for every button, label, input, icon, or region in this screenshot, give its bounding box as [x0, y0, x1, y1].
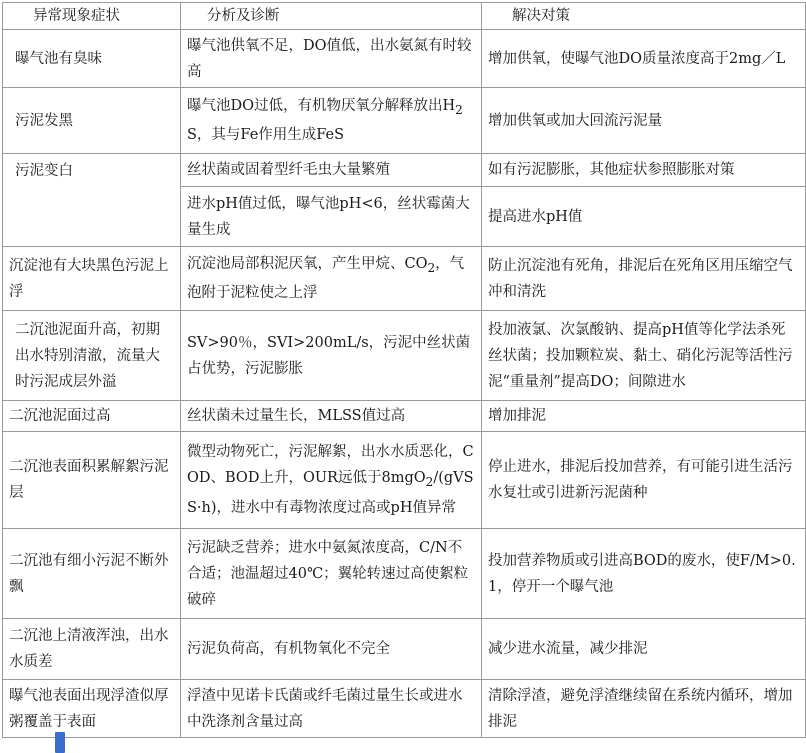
symptom-cell: 沉淀池有大块黑色污泥上浮 [3, 247, 181, 311]
table-row [3, 247, 806, 311]
symptom-cell: 曝气池有臭味 [3, 30, 181, 88]
subscript: 2 [427, 260, 436, 275]
table-row [3, 30, 806, 88]
analysis-text-part: 微型动物死亡，污泥解絮，出水水质恶化，COD、BOD上升，OUR远低于8mgO [187, 444, 474, 487]
solution-cell: 如有污泥膨胀，其他症状参照膨胀对策 [482, 154, 806, 187]
subscript: 2 [455, 102, 463, 117]
table-row [3, 311, 806, 401]
table-row [3, 154, 806, 187]
analysis-cell: 曝气池供氧不足，DO值低，出水氨氮有时较高 [181, 30, 482, 88]
analysis-cell [181, 88, 482, 154]
header-analysis: 分析及诊断 [181, 3, 482, 30]
subscript: 2 [425, 474, 434, 489]
analysis-cell [181, 432, 482, 529]
header-row [3, 3, 806, 30]
analysis-cell: 丝状菌未过量生长，MLSS值过高 [181, 401, 482, 432]
table-row [3, 529, 806, 619]
sludge-troubleshooting-table [2, 2, 806, 738]
analysis-cell: 污泥负荷高，有机物氧化不完全 [181, 619, 482, 680]
solution-cell: 投加液氯、次氯酸钠、提高pH值等化学法杀死丝状菌；投加颗粒炭、黏土、硝化污泥等活性污泥“重量剂”提高DO；间隙进水 [482, 311, 806, 401]
symptom-cell: 曝气池表面出现浮渣似厚粥覆盖于表面 [3, 680, 181, 738]
symptom-cell: 二沉池上清液浑浊，出水水质差 [3, 619, 181, 680]
analysis-cell: 浮渣中见诺卡氏菌或纤毛菌过量生长或进水中洗涤剂含量过高 [181, 680, 482, 738]
header-symptom: 异常现象症状 [3, 3, 181, 30]
table-row [3, 680, 806, 738]
symptom-cell: 二沉池有细小污泥不断外飘 [3, 529, 181, 619]
analysis-cell: 进水pH值过低，曝气池pH<6，丝状霉菌大量生成 [181, 187, 482, 247]
symptom-cell: 二沉池泥面过高 [3, 401, 181, 432]
table-row [3, 88, 806, 154]
symptom-cell: 污泥发黑 [3, 88, 181, 154]
table-row [3, 432, 806, 529]
table-row [3, 619, 806, 680]
solution-cell: 提高进水pH值 [482, 187, 806, 247]
overlay-logo-icon [55, 732, 65, 753]
analysis-cell: SV>90％，SVI>200mL/s，污泥中丝状菌占优势，污泥膨胀 [181, 311, 482, 401]
solution-cell: 投加营养物质或引进高BOD的废水，使F/M>0.1，停开一个曝气池 [482, 529, 806, 619]
analysis-text-part: ，气泡附于泥粒使之上浮 [187, 255, 465, 302]
symptom-cell: 二沉池泥面升高，初期出水特别清澈，流量大时污泥成层外溢 [3, 311, 181, 401]
solution-cell: 防止沉淀池有死角，排泥后在死角区用压缩空气冲和清洗 [482, 247, 806, 311]
analysis-cell: 丝状菌或固着型纤毛虫大量繁殖 [181, 154, 482, 187]
analysis-text-part: 沉淀池局部积泥厌氧，产生甲烷、CO [187, 255, 428, 272]
solution-cell: 增加供氧或加大回流污泥量 [482, 88, 806, 154]
analysis-text-part: S，其与Fe作用生成FeS [187, 127, 345, 144]
symptom-cell: 污泥变白 [3, 154, 181, 247]
analysis-text-part: 曝气池DO过低，有机物厌氧分解释放出H [187, 97, 456, 114]
analysis-text-part: /(gVSS·h)，进水中有毒物浓度过高或pH值异常 [187, 470, 474, 516]
table-row [3, 401, 806, 432]
solution-cell: 增加供氧，使曝气池DO质量浓度高于2mg／L [482, 30, 806, 88]
solution-cell: 增加排泥 [482, 401, 806, 432]
analysis-cell: 污泥缺乏营养；进水中氨氮浓度高，C/N不合适；池温超过40℃；翼轮转速过高使絮粒破碎 [181, 529, 482, 619]
solution-cell: 清除浮渣，避免浮渣继续留在系统内循环，增加排泥 [482, 680, 806, 738]
symptom-cell: 二沉池表面积累解絮污泥层 [3, 432, 181, 529]
solution-cell: 减少进水流量，减少排泥 [482, 619, 806, 680]
solution-cell: 停止进水，排泥后投加营养，有可能引进生活污水复壮或引进新污泥菌种 [482, 432, 806, 529]
analysis-cell [181, 247, 482, 311]
header-solution: 解决对策 [482, 3, 806, 30]
